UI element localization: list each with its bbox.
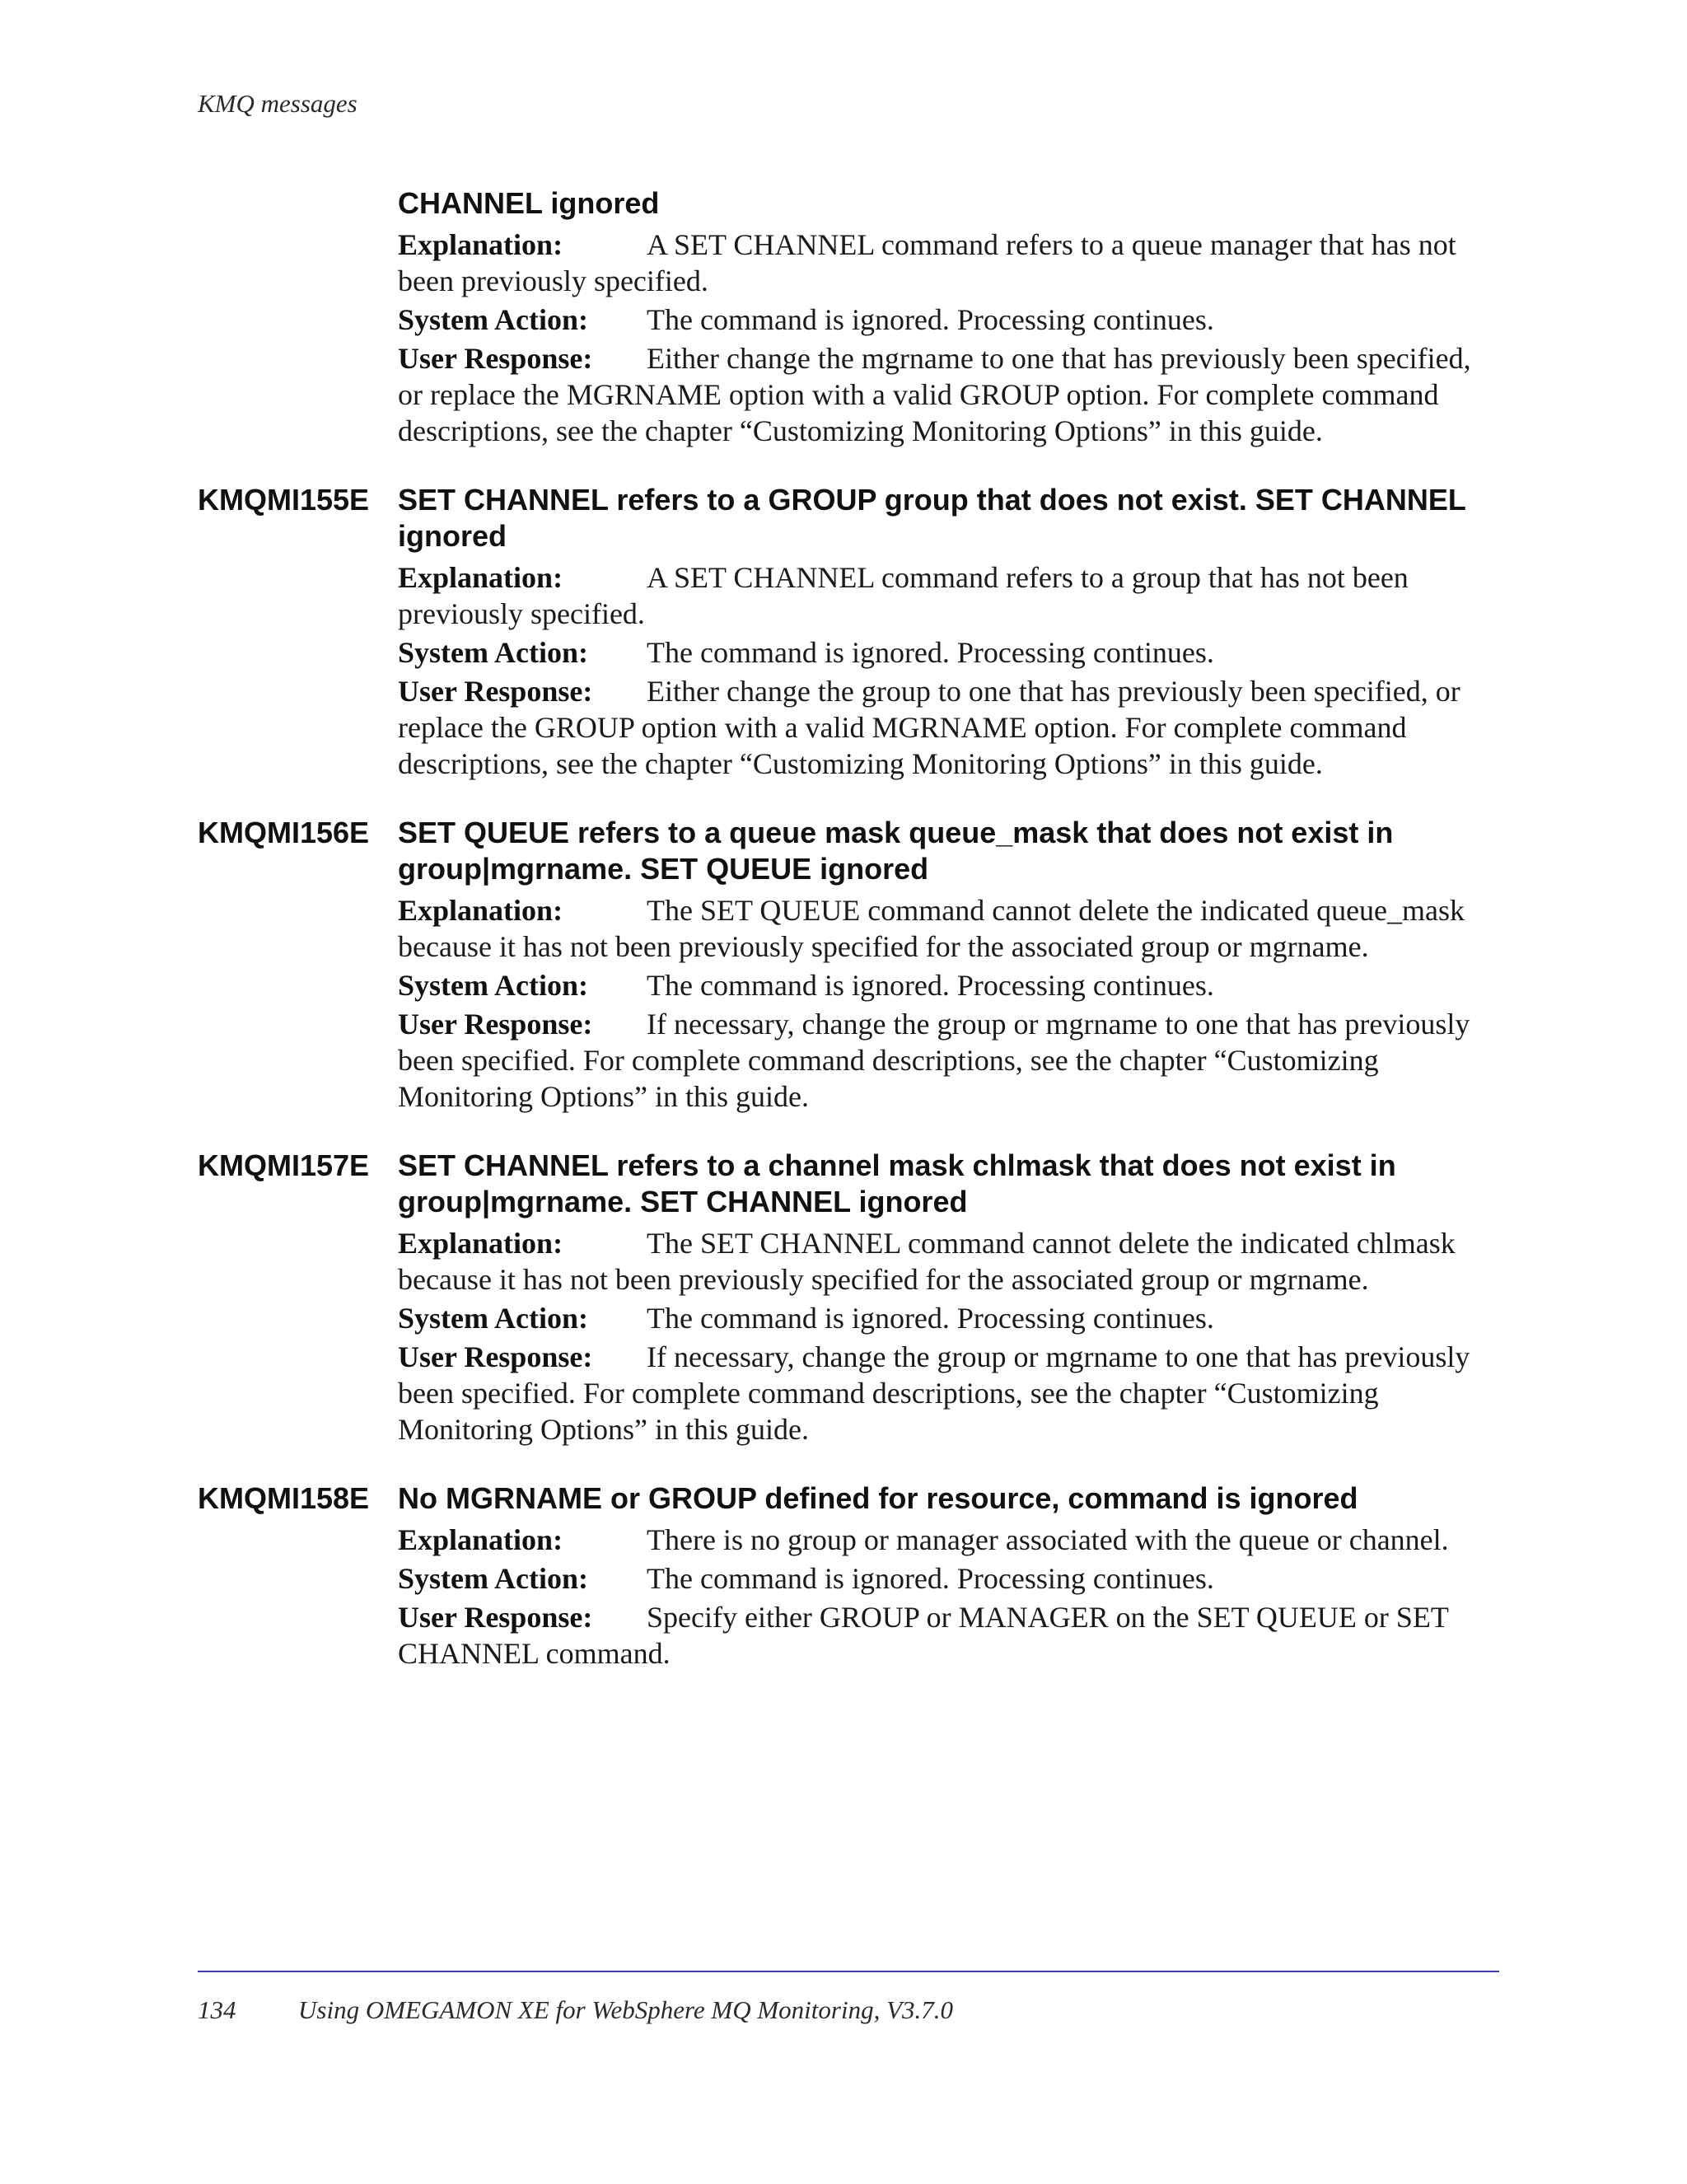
explanation-label: Explanation: xyxy=(398,561,563,594)
system-action-text: The command is ignored. Processing continues. xyxy=(647,1562,1214,1595)
message-id: KMQMI158E xyxy=(198,1481,370,1515)
message-list xyxy=(198,185,1499,1705)
explanation-label: Explanation: xyxy=(398,1227,563,1260)
message-entry xyxy=(198,815,1499,1115)
message-title: CHANNEL ignored xyxy=(398,186,660,220)
system-action xyxy=(398,1560,1499,1597)
system-action-label: System Action: xyxy=(398,969,588,1002)
user-response-label: User Response: xyxy=(398,342,593,375)
system-action-text: The command is ignored. Processing continues. xyxy=(647,636,1214,669)
system-action-label: System Action: xyxy=(398,1302,588,1335)
message-id: KMQMI155E xyxy=(198,483,370,517)
message-entry xyxy=(198,1148,1499,1447)
user-response xyxy=(398,1599,1499,1672)
user-response-text: Either change the mgrname to one that has previously been specified, or replace the MGRNAME option with a valid GROUP option. For complete command descriptions, see the chapter “Customizing Monitoring Options” in this guide. xyxy=(398,342,1471,447)
message-id: KMQMI157E xyxy=(198,1148,370,1182)
explanation-text: A SET CHANNEL command refers to a queue manager that has not been previously specified. xyxy=(398,228,1456,297)
user-response-text: Specify either GROUP or MANAGER on the SET QUEUE or SET CHANNEL command. xyxy=(398,1601,1449,1670)
system-action xyxy=(398,634,1499,671)
message-id: KMQMI156E xyxy=(198,816,370,849)
explanation-text: A SET CHANNEL command refers to a group that has not been previously specified. xyxy=(398,561,1409,630)
page-number: 134 xyxy=(198,1995,236,2024)
user-response-text: If necessary, change the group or mgrname to one that has previously been specified. For complete command descriptions, see the chapter “Customizing Monitoring Options” in this guide. xyxy=(398,1008,1470,1113)
explanation-text: The SET QUEUE command cannot delete the indicated queue_mask because it has not been previously specified for the associated group or mgrname. xyxy=(398,894,1465,963)
explanation xyxy=(398,892,1499,965)
user-response-label: User Response: xyxy=(398,675,593,708)
message-entry xyxy=(198,1480,1499,1672)
system-action xyxy=(398,967,1499,1003)
message-title: SET QUEUE refers to a queue mask queue_mask that does not exist in group|mgrname. SET QUEUE ignored xyxy=(398,816,1394,886)
message-title: SET CHANNEL refers to a GROUP group that does not exist. SET CHANNEL ignored xyxy=(398,483,1466,553)
system-action xyxy=(398,302,1499,338)
explanation xyxy=(398,227,1499,299)
user-response xyxy=(398,1006,1499,1115)
message-entry xyxy=(198,482,1499,782)
user-response-text: If necessary, change the group or mgrname to one that has previously been specified. For complete command descriptions, see the chapter “Customizing Monitoring Options” in this guide. xyxy=(398,1340,1470,1446)
explanation-label: Explanation: xyxy=(398,1523,563,1556)
user-response-text: Either change the group to one that has previously been specified, or replace the GROUP option with a valid MGRNAME option. For complete command descriptions, see the chapter “Customizing Monitoring Options” in this guide. xyxy=(398,675,1460,780)
user-response xyxy=(398,1339,1499,1447)
explanation-text: The SET CHANNEL command cannot delete the indicated chlmask because it has not been previously specified for the associated group or mgrname. xyxy=(398,1227,1456,1296)
user-response-label: User Response: xyxy=(398,1601,593,1634)
system-action-text: The command is ignored. Processing continues. xyxy=(647,969,1214,1002)
message-title: No MGRNAME or GROUP defined for resource, command is ignored xyxy=(398,1481,1358,1515)
page-footer xyxy=(198,1995,953,2025)
explanation-label: Explanation: xyxy=(398,228,563,261)
explanation-label: Explanation: xyxy=(398,894,563,927)
running-head: KMQ messages xyxy=(198,89,357,118)
system-action-label: System Action: xyxy=(398,636,588,669)
user-response-label: User Response: xyxy=(398,1340,593,1373)
message-title: SET CHANNEL refers to a channel mask chlmask that does not exist in group|mgrname. SET CHANNEL ignored xyxy=(398,1148,1396,1218)
book-title: Using OMEGAMON XE for WebSphere MQ Monitoring, V3.7.0 xyxy=(298,1995,954,2024)
explanation-text: There is no group or manager associated with the queue or channel. xyxy=(647,1523,1449,1556)
system-action-label: System Action: xyxy=(398,1562,588,1595)
explanation xyxy=(398,1225,1499,1298)
footer-rule xyxy=(198,1971,1499,1972)
explanation xyxy=(398,1522,1499,1558)
explanation xyxy=(398,559,1499,632)
user-response xyxy=(398,340,1499,449)
user-response xyxy=(398,673,1499,782)
system-action-text: The command is ignored. Processing continues. xyxy=(647,303,1214,336)
message-entry xyxy=(198,185,1499,449)
user-response-label: User Response: xyxy=(398,1008,593,1041)
system-action-text: The command is ignored. Processing continues. xyxy=(647,1302,1214,1335)
system-action-label: System Action: xyxy=(398,303,588,336)
system-action xyxy=(398,1300,1499,1336)
